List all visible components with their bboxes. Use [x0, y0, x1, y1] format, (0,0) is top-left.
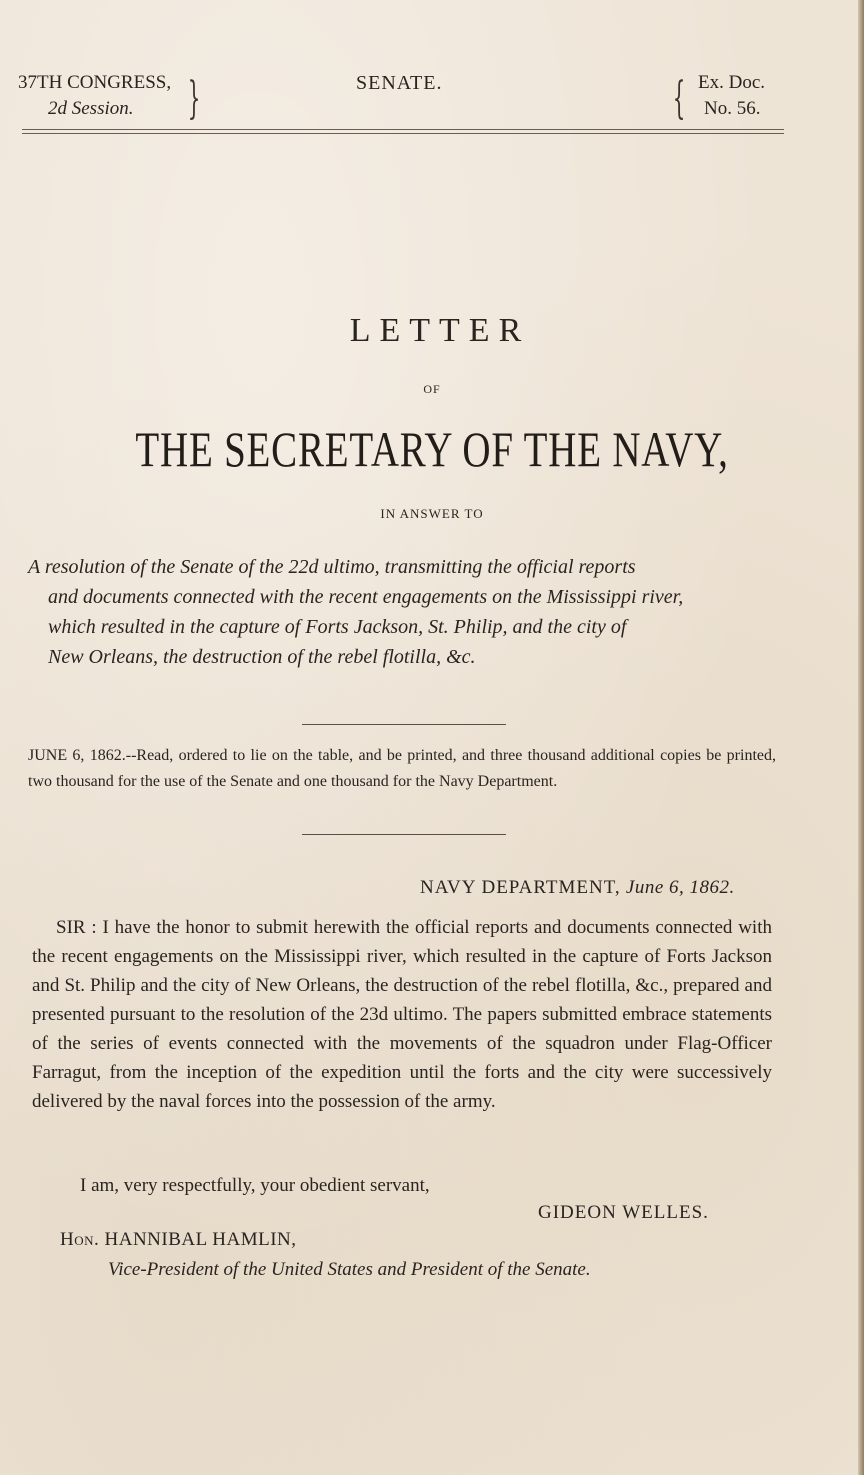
letter-signature: GIDEON WELLES.: [538, 1202, 709, 1223]
title-in-answer-to: IN ANSWER TO: [380, 506, 484, 521]
right-brace-icon: {: [672, 73, 686, 124]
order-date: JUNE 6, 1862.: [28, 747, 126, 764]
title-letter: LETTER: [349, 312, 531, 349]
dateline-date: June 6, 1862.: [625, 877, 735, 898]
resolution-text: [28, 552, 788, 672]
letter-dateline: [420, 877, 735, 899]
header-left: [18, 70, 171, 122]
left-brace-icon: }: [187, 73, 201, 124]
page-edge-shadow: [858, 0, 864, 1475]
doc-type-label: Ex. Doc.: [698, 72, 766, 93]
session-label: 2d Session.: [48, 98, 134, 119]
doc-number-label: No. 56.: [704, 98, 761, 119]
header-double-rule: [22, 129, 784, 134]
section-divider: [302, 724, 506, 725]
title-secretary-of-navy: THE SECRETARY OF THE NAVY,: [135, 421, 729, 477]
resolution-line: New Orleans, the destruction of the rebel flotilla, &c.: [48, 646, 476, 668]
dateline-place: NAVY DEPARTMENT,: [420, 877, 621, 898]
chamber-label: SENATE.: [356, 72, 443, 94]
congress-label: 37TH CONGRESS,: [18, 72, 172, 93]
title-of: OF: [423, 382, 441, 396]
resolution-line: which resulted in the capture of Forts Jackson, St. Philip, and the city of: [48, 616, 627, 638]
order-paragraph: [28, 743, 776, 795]
order-text: --Read, ordered to lie on the table, and be printed, and three thousand additional copies be printed, two thousand for the use of the Senate and one thousand for the Navy Department.: [28, 747, 776, 790]
letter-closing: I am, very respectfully, your obedient servant,: [80, 1175, 430, 1196]
letter-body-text: I have the honor to submit herewith the official reports and documents connected with the recent engagements on the Mississippi river, which resulted in the capture of Forts Jackson and St. Philip and the city of New Orleans, the destruction of the rebel flotilla, &c., prepared and presented pursuant to the resolution of the 23d ultimo. The papers submitted embrace statements of the series of events connected with the movements of the squadron under Flag-Officer Farragut, from the inception of the expedition until the forts and the city were successively delivered by the naval forces into the possession of the army.: [32, 917, 772, 1112]
resolution-line: A resolution of the Senate of the 22d ultimo, transmitting the official reports: [28, 556, 636, 578]
addressee-name: Hon. HANNIBAL HAMLIN,: [60, 1229, 297, 1250]
header-right: [698, 70, 765, 122]
letter-body: [32, 913, 772, 1116]
section-divider: [302, 834, 506, 835]
resolution-line: and documents connected with the recent engagements on the Mississippi river,: [48, 586, 684, 608]
addressee-title: Vice-President of the United States and President of the Senate.: [108, 1259, 591, 1280]
letter-salutation: SIR :: [56, 917, 97, 938]
